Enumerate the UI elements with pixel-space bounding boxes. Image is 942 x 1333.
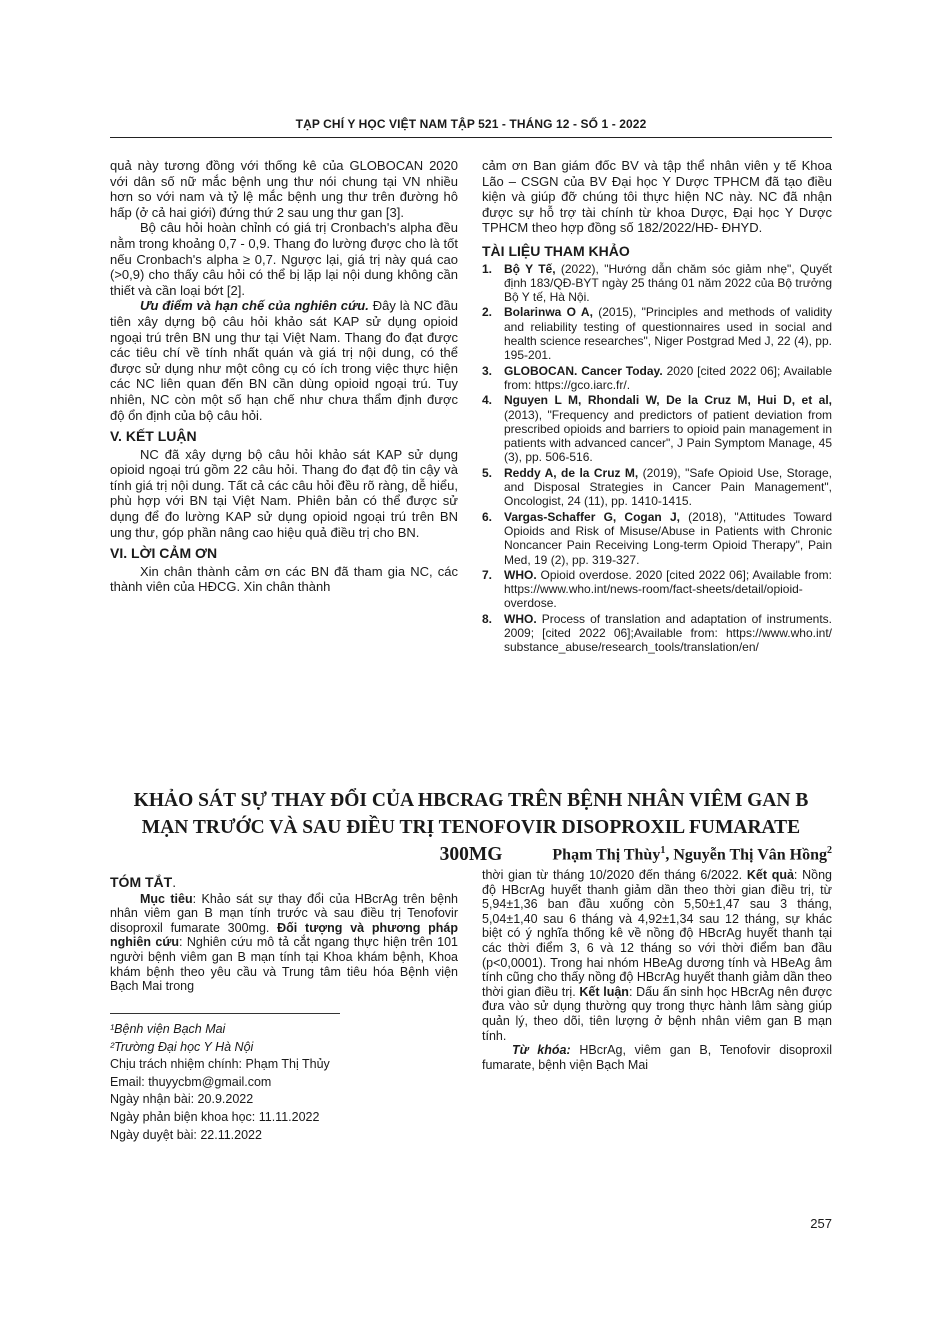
footnotes bbox=[110, 1021, 455, 1144]
paragraph bbox=[110, 298, 458, 423]
header-rule bbox=[110, 137, 832, 138]
reference-item: 3. GLOBOCAN. Cancer Today. 2020 [cited 2022 06]; Available from: https://gco.iarc.fr/. bbox=[482, 363, 833, 392]
abstract-right bbox=[482, 868, 832, 1072]
title-line: KHẢO SÁT SỰ THAY ĐỔI CỦA HBCRAG TRÊN BỆNH NHÂN VIÊM GAN B bbox=[133, 790, 809, 811]
reference-item: 8. WHO. Process of translation and adaptation of instruments. 2009; [cited 2022 06];Available from: https://www.who.int/ substance_abuse/research_tools/translation/en/ bbox=[482, 611, 832, 655]
running-header: TẠP CHÍ Y HỌC VIỆT NAM TẬP 521 - THÁNG 12 - SỐ 1 - 2022 bbox=[295, 117, 647, 131]
subheading: Ưu điểm và hạn chế của nghiên cứu. bbox=[140, 298, 369, 314]
keywords: Từ khóa: HBcrAg, viêm gan B, Tenofovir disoproxil fumarate, bệnh viện Bạch Mai bbox=[482, 1043, 832, 1072]
date-received: Ngày nhận bài: 20.9.2022 bbox=[110, 1092, 254, 1107]
reference-item: 4. Nguyen L M, Rhondali W, De la Cruz M, Hui D, et al, (2013), "Frequency and predictors of patient deviation from prescribed opioids and barriers to opioid pain management in patients with advanced cancer", J Pain Symptom Manage, 45 (3), pp. 506-516. bbox=[482, 393, 832, 465]
author-line: Phạm Thị Thùy$^1$, Nguyễn Thị Vân Hồng$^2$ bbox=[552, 845, 832, 864]
paragraph: quả này tương đồng với thống kê của GLOBOCAN 2020 với dân số nữ mắc bệnh ung thư nói chung tại VN nhiều hơn so với nam và tỷ lệ mắc bệnh ung thư trên đường hô hấp (ở cả hai giới) đứng thứ 2 sau ung thư gan [3]. bbox=[110, 158, 458, 220]
section-heading: V. KẾT LUẬN bbox=[110, 428, 197, 445]
reference-item: 5. Reddy A, de la Cruz M, (2019), "Safe Opioid Use, Storage, and Disposal Strategies in Cancer Pain Management", Oncologist, 24 (11), pp. 1410-1415. bbox=[482, 465, 832, 509]
reference-item: 1. Bộ Y Tế, (2022), "Hướng dẫn chăm sóc giảm nhẹ", Quyết định 183/QĐ-BYT ngày 25 tháng 01 năm 2022 của Bộ trưởng Bộ Y tế, Hà Nội. bbox=[482, 261, 832, 305]
paragraph: Bộ câu hỏi hoàn chỉnh có giá trị Cronbach's alpha đều nằm trong khoảng 0,7 - 0,9. Thang đo lường được cho là tốt nếu Cronbach's alpha ≥ 0,7. Ngược lại, giá trị này quá cao (>0,9) cho thấy câu hỏi có thể bị lặp lại nội dung không cần thiết và cần loại bớt [2]. bbox=[110, 220, 458, 298]
reference-item: 7. WHO. Opioid overdose. 2020 [cited 2022 06]; Available from: https://www.who.int/news-room/fact-sheets/detail/opioid-overdose. bbox=[482, 567, 832, 611]
references-heading: TÀI LIỆU THAM KHẢO bbox=[482, 242, 630, 259]
date-reviewed: Ngày phản biện khoa học: 11.11.2022 bbox=[110, 1109, 320, 1124]
footnote-rule bbox=[110, 1013, 340, 1014]
email: Email: thuyycbm@gmail.com bbox=[110, 1074, 272, 1089]
right-column bbox=[482, 158, 832, 656]
paragraph: cảm ơn Ban giám đốc BV và tập thể nhân viên y tế Khoa Lão – CSGN của BV Đại học Y Dược TPHCM đã tạo điều kiện và giúp đỡ chúng tôi thực hiện NC này. NC đã nhận được sự hỗ trợ tài chính từ khoa Dược, Đại học Y Dược TPHCM theo hợp đồng số 182/2022/HĐ- ĐHYD. bbox=[482, 158, 832, 236]
page-number: 257 bbox=[810, 1216, 832, 1231]
abstract-left bbox=[110, 875, 458, 994]
reference-list bbox=[482, 262, 832, 655]
affiliation: ²Trường Đại học Y Hà Nội bbox=[110, 1039, 254, 1054]
paragraph: NC đã xây dựng bộ câu hỏi khảo sát KAP sử dụng opioid ngoại trú gồm 22 câu hỏi. Thang đo đạt độ tin cậy và tính giá trị nội dung. Tất cả các câu hỏi đều rõ ràng, dễ hiểu, phù hợp với BN tại Việt Nam. Phiên bản có thể được sử dụng để đo lường KAP sử dụng opioid ngoại trú trên BN ung thư, góp phần nâng cao hiệu quả điều trị cho BN. bbox=[110, 446, 458, 540]
title-line: MẠN TRƯỚC VÀ SAU ĐIỀU TRỊ TENOFOVIR DISOPROXIL FUMARATE 300MG bbox=[141, 817, 801, 865]
abstract-text: Mục tiêu: Khảo sát sự thay đổi của HBcrAg trên bệnh nhân viêm gan B mạn tính trước và sau điều trị Tenofovir disoproxil fumarate 300mg. Đối tượng và phương pháp nghiên cứu: Nghiên cứu mô tả cắt ngang thực hiện trên 101 người bệnh viêm gan B mạn tính tại Khoa khám bệnh, Khoa khám bệnh theo yêu cầu và Trung tâm tiêu hóa Bệnh viện Bạch Mai trong bbox=[110, 891, 458, 994]
reference-item: 6. Vargas-Schaffer G, Cogan J, (2018), "Attitudes Toward Opioids and Risk of Misuse/Abuse in Patients with Chronic Noncancer Pain Receiving Long-term Opioid Therapy", Pain Med, 19 (2), pp. 319-327. bbox=[482, 509, 832, 567]
left-column bbox=[110, 158, 458, 595]
abstract-heading: TÓM TẮT. bbox=[110, 874, 177, 890]
affiliation: ¹Bệnh viện Bạch Mai bbox=[110, 1022, 226, 1036]
section-heading: VI. LỜI CẢM ƠN bbox=[110, 545, 218, 562]
paragraph: Xin chân thành cảm ơn các BN đã tham gia NC, các thành viên của HĐCG. Xin chân thành bbox=[110, 563, 458, 595]
reference-item: 2. Bolarinwa O A, (2015), "Principles and methods of validity and reliability testing of questionnaires used in social and health science researches", Niger Postgrad Med J, 22 (4), pp. 195-201. bbox=[482, 305, 832, 363]
corresponding-author: Chịu trách nhiệm chính: Phạm Thị Thủy bbox=[110, 1057, 330, 1072]
abstract-text: thời gian từ tháng 10/2020 đến tháng 6/2022. Kết quả: Nồng độ HBcrAg huyết thanh giảm dần theo thời gian điều trị, từ 5,94±1,36 ban đầu xuống còn 5,50±1,47 sau 3 tháng, 5,04±1,40 sau 6 tháng và 4,92±1,34 sau 12 tháng, sự khác biệt có ý nghĩa thống kê về nồng độ HBcrAg huyết thanh tại các thời điểm 3, 6 và 12 tháng so với thời điểm ban đầu (p<0,0001). Trong hai nhóm HBeAg dương tính và HBeAg âm tính cũng cho thấy nồng độ HBcrAg huyết thanh giảm dần theo thời gian điều trị. Kết luận: Dấu ấn sinh học HBcrAg nên được đưa vào sử dụng thường quy trong thực hành lâm sàng giúp quản lý, theo dõi, tiên lượng ở bệnh nhân viêm gan B mạn tính. bbox=[482, 868, 832, 1043]
paragraph-text: Đây là NC đầu tiên xây dựng bộ câu hỏi khảo sát KAP sử dụng opioid ngoại trú trên BN ung thư tại Việt Nam. Thang đo đạt được các tiêu chí về tính nhất quán và giá trị nội dung, có thể được sử dụng như một công cụ có ích trong việc thực hiện các NC liên quan đến BN cần dùng opioid ngoại trú. Tuy nhiên, NC còn một số hạn chế như chưa thẩm định được độ ổn định của bộ câu hỏi. bbox=[110, 298, 458, 423]
date-approved: Ngày duyệt bài: 22.11.2022 bbox=[110, 1127, 262, 1142]
